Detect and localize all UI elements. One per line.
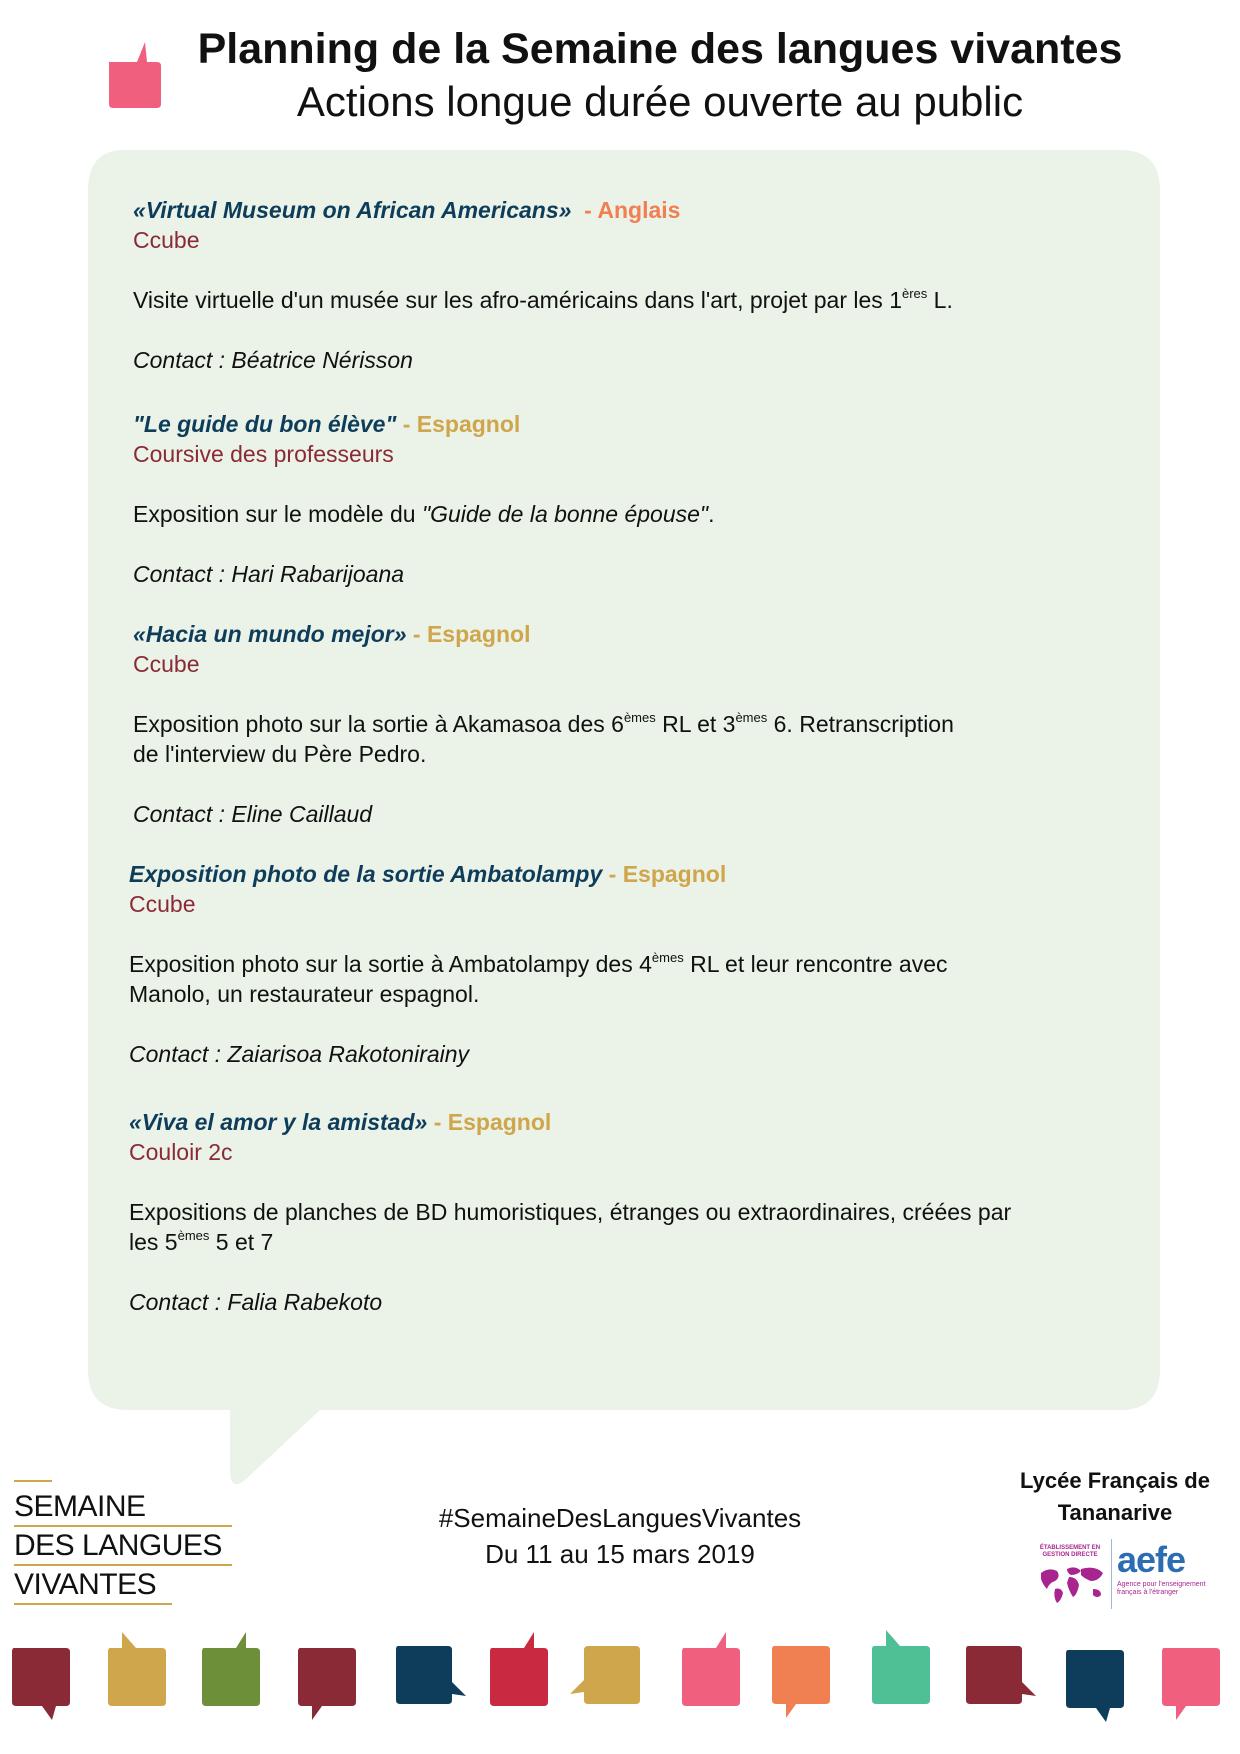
page-title: Planning de la Semaine des langues vivantes — [197, 25, 1123, 73]
hashtag: #SemaineDesLanguesVivantes — [438, 1503, 802, 1533]
event-description: Exposition photo sur la sortie à Ambatolampy des 4èmes RL et leur rencontre avec Manolo, un restaurateur espagnol. — [129, 950, 948, 1007]
event-language: - Espagnol — [427, 1109, 552, 1135]
event-item — [133, 619, 954, 829]
event-contact: Contact : Béatrice Nérisson — [133, 347, 413, 373]
aefe-logo — [1035, 1537, 1215, 1615]
event-language: - Espagnol — [396, 411, 521, 437]
event-place: Coursive des professeurs — [133, 441, 394, 467]
school-name-line1: Lycée Français de — [1020, 1468, 1210, 1493]
speech-bubble-icon — [296, 1646, 358, 1722]
event-language: - Espagnol — [406, 621, 531, 647]
event-place: Couloir 2c — [129, 1139, 233, 1165]
event-place: Ccube — [129, 891, 196, 917]
event-item — [133, 195, 953, 375]
speech-bubble-icon — [10, 1646, 72, 1722]
aefe-separator — [1111, 1539, 1112, 1609]
speech-bubble-icon — [770, 1644, 832, 1720]
event-language: - Anglais — [577, 197, 681, 223]
speech-bubble-icon — [568, 1644, 642, 1708]
event-contact: Contact : Hari Rabarijoana — [133, 561, 405, 587]
thumb-bubble-icon — [680, 1630, 742, 1710]
thumb-bubble-icon — [870, 1628, 932, 1708]
event-item — [129, 859, 947, 1069]
event-dates: Du 11 au 15 mars 2019 — [485, 1539, 755, 1569]
school-block — [1000, 1465, 1230, 1596]
thumb-bubble-icon — [488, 1630, 550, 1710]
event-description: Visite virtuelle d'un musée sur les afro-américains dans l'art, projet par les 1ères L. — [133, 286, 953, 313]
event-title: «Virtual Museum on African Americans» — [133, 197, 572, 223]
aefe-tagline: Agence pour l'enseignement français à l'étranger — [1117, 1581, 1206, 1596]
aefe-status: ÉTABLISSEMENT EN GESTION DIRECTE — [1039, 1545, 1101, 1558]
speech-bubble-icon — [1064, 1648, 1126, 1724]
event-contact: Contact : Falia Rabekoto — [129, 1289, 383, 1315]
events-list — [90, 150, 1150, 1408]
logo-line: SEMAINE — [14, 1490, 146, 1523]
event-item — [129, 1107, 1011, 1317]
speech-bubble-icon — [394, 1644, 468, 1708]
logo-line: DES LANGUES — [14, 1529, 222, 1562]
semaine-langues-logo — [14, 1480, 234, 1605]
thumb-bubble-icon — [200, 1630, 262, 1710]
school-name-line2: Tananarive — [1057, 1500, 1173, 1525]
aefe-wordmark: aefe — [1117, 1539, 1186, 1580]
footer-info — [380, 1500, 860, 1572]
event-contact: Contact : Eline Caillaud — [133, 801, 373, 827]
logo-line: VIVANTES — [14, 1568, 157, 1601]
speech-bubble-icon — [964, 1644, 1038, 1708]
event-title: «Hacia un mundo mejor» — [133, 621, 407, 647]
page-subtitle: Actions longue durée ouverte au public — [296, 78, 1024, 125]
event-item — [133, 409, 715, 589]
decorative-icons-row — [0, 1620, 1240, 1730]
event-place: Ccube — [133, 651, 200, 677]
speech-bubble-icon — [1160, 1646, 1222, 1722]
event-title: «Viva el amor y la amistad» — [129, 1109, 428, 1135]
world-map-icon — [1037, 1563, 1107, 1605]
thumb-bubble-icon — [106, 1630, 168, 1710]
event-title: "Le guide du bon élève" — [133, 411, 397, 437]
event-description: Exposition sur le modèle du "Guide de la bonne épouse". — [133, 501, 715, 527]
event-contact: Contact : Zaiarisoa Rakotonirainy — [129, 1041, 470, 1067]
event-title: Exposition photo de la sortie Ambatolampy — [129, 861, 603, 887]
event-place: Ccube — [133, 227, 200, 253]
event-language: - Espagnol — [602, 861, 727, 887]
event-description: Expositions de planches de BD humoristiques, étranges ou extraordinaires, créées par les 5èmes 5 et 7 — [129, 1199, 1012, 1255]
event-description: Exposition photo sur la sortie à Akamasoa des 6èmes RL et 3èmes 6. Retranscription de l'interview du Père Pedro. — [133, 710, 954, 767]
